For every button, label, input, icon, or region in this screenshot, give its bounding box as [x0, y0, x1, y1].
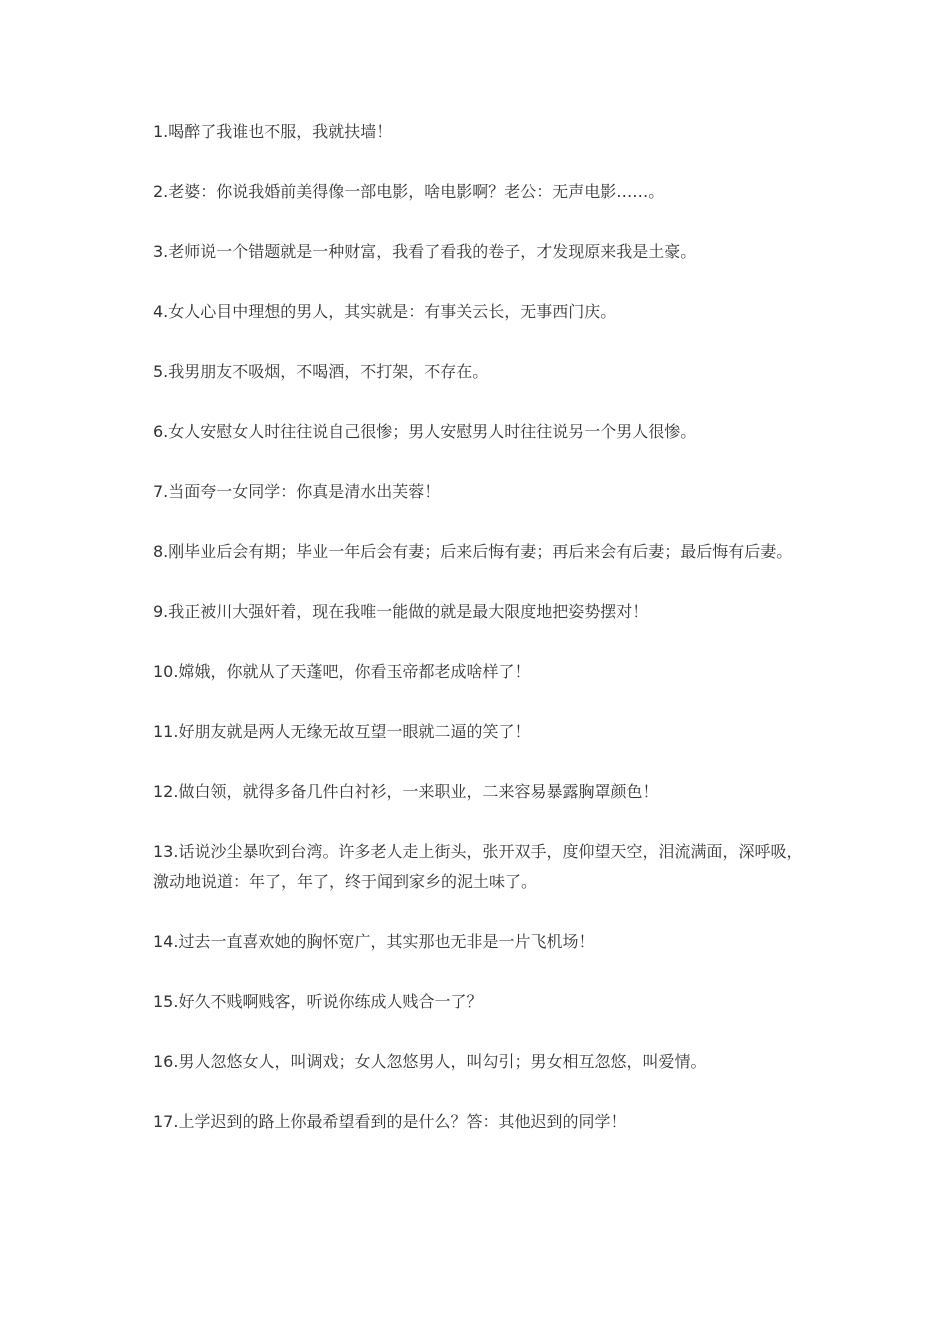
joke-line-5: 5.我男朋友不吸烟，不喝酒，不打架，不存在。	[153, 362, 489, 381]
joke-line-12: 12.做白领，就得多备几件白衬衫，一来职业，二来容易暴露胸罩颜色！	[153, 782, 659, 801]
joke-line-11: 11.好朋友就是两人无缘无故互望一眼就二逼的笑了！	[153, 722, 531, 741]
joke-line-16: 16.男人忽悠女人，叫调戏；女人忽悠男人，叫勾引；男女相互忽悠，叫爱情。	[153, 1052, 707, 1071]
joke-line-6: 6.女人安慰女人时往往说自己很惨；男人安慰男人时往往说另一个男人很惨。	[153, 422, 697, 441]
joke-line-1: 1.喝醉了我谁也不服，我就扶墙！	[153, 122, 393, 141]
joke-line-2: 2.老婆：你说我婚前美得像一部电影，啥电影啊？老公：无声电影……。	[153, 182, 665, 201]
joke-line-7: 7.当面夸一女同学：你真是清水出芙蓉！	[153, 482, 441, 501]
joke-line-4: 4.女人心目中理想的男人，其实就是：有事关云长，无事西门庆。	[153, 302, 617, 321]
joke-line-17: 17.上学迟到的路上你最希望看到的是什么？答：其他迟到的同学！	[153, 1112, 627, 1131]
document-body	[153, 117, 803, 1167]
joke-line-9: 9.我正被川大强奸着，现在我唯一能做的就是最大限度地把姿势摆对！	[153, 602, 649, 621]
joke-line-15: 15.好久不贱啊贱客，听说你练成人贱合一了？	[153, 992, 483, 1011]
joke-line-13: 13.话说沙尘暴吹到台湾。许多老人走上街头，张开双手，度仰望天空，泪流满面，深呼吸，激动地说道：年了，年了，终于闻到家乡的泥土味了。	[153, 842, 803, 891]
joke-line-14: 14.过去一直喜欢她的胸怀宽广，其实那也无非是一片飞机场！	[153, 932, 595, 951]
joke-line-3: 3.老师说一个错题就是一种财富，我看了看我的卷子，才发现原来我是土豪。	[153, 242, 697, 261]
joke-line-10: 10.嫦娥，你就从了天蓬吧，你看玉帝都老成啥样了！	[153, 662, 531, 681]
joke-line-8: 8.刚毕业后会有期；毕业一年后会有妻；后来后悔有妻；再后来会有后妻；最后悔有后妻。	[153, 542, 793, 561]
